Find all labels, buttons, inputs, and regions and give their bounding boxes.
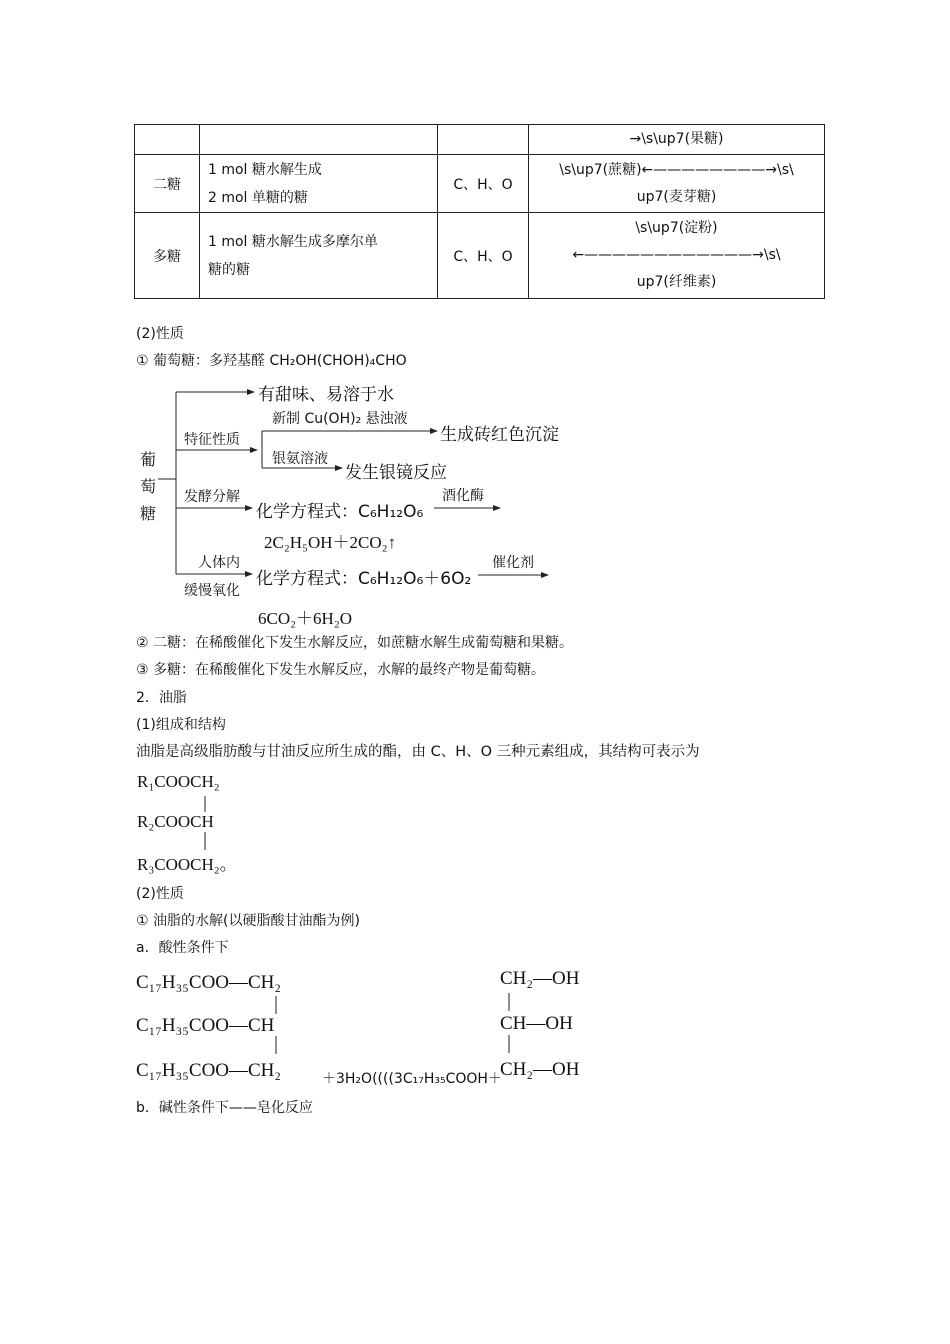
table-cell (529, 155, 825, 213)
table-cell: C、H、O (438, 213, 529, 299)
table-cell (529, 213, 825, 299)
diagram-oxidation-catalyst: 催化剂 (492, 555, 534, 571)
table-cell: C、H、O (438, 155, 529, 213)
ester-row-2: C₁₇H₃₅COO—CH (136, 1015, 275, 1036)
cell-text: →\s\up7(果糖) (629, 131, 724, 147)
struct-row-2: R₂COOCH (137, 812, 214, 831)
table-row (135, 155, 825, 213)
diagram-branch-ferment: 发酵分解 (184, 489, 240, 505)
diagram-ferment-equation: 化学方程式：C₆H₁₂O₆ (256, 502, 424, 522)
sugar-table (134, 124, 825, 299)
diagram-reagent-cuoh: 新制 Cu(OH)₂ 悬浊液 (272, 411, 408, 427)
diagram-branch-oxidation: 缓慢氧化 (184, 583, 240, 599)
cell-text: ←————————————→\s\ (572, 247, 781, 263)
properties-heading: (2)性质 (136, 886, 184, 902)
base-heading: b．碱性条件下——皂化反应 (136, 1100, 313, 1116)
diagram-branch-taste: 有甜味、易溶于水 (258, 385, 394, 405)
composition-heading: (1)组成和结构 (136, 717, 226, 733)
diagram-oxidation-products: 6CO₂＋6H₂O (258, 609, 353, 628)
table-cell: 二糖 (135, 155, 200, 213)
table-cell (135, 125, 200, 155)
cell-text: \s\up7(蔗糖)←————————→\s\ (559, 161, 794, 178)
table-cell (200, 125, 438, 155)
section-title-oils: 2．油脂 (136, 690, 187, 706)
reaction-middle: ＋3H₂O((((3C₁₇H₃₅COOH＋ (322, 1071, 502, 1087)
acid-heading: a．酸性条件下 (136, 940, 229, 956)
glucose-line: ① 葡萄糖：多羟基醛 CH₂OH(CHOH)₄CHO (136, 353, 407, 369)
section-heading: (2)性质 (136, 326, 184, 342)
table-cell (200, 155, 438, 213)
glycerol-row-1: CH₂—OH (500, 968, 580, 989)
table-cell (438, 125, 529, 155)
diagram-result-mirror: 发生银镜反应 (345, 463, 447, 483)
table-cell (529, 125, 825, 155)
glucose-diagram (130, 378, 590, 633)
glycerol-row-2: CH—OH (500, 1013, 573, 1034)
diagram-ferment-catalyst: 酒化酶 (442, 488, 484, 504)
cell-text: 1 mol 糖水解生成 (208, 161, 322, 178)
diagram-branch-feature: 特征性质 (184, 432, 240, 448)
cell-text: \s\up7(淀粉) (635, 220, 718, 236)
table-cell (200, 213, 438, 299)
diagram-branch-body: 人体内 (198, 555, 240, 571)
struct-row-1: R₁COOCH₂ (137, 772, 220, 791)
glycerol-row-3: CH₂—OH (500, 1059, 580, 1080)
cell-text: 2 mol 单糖的糖 (208, 189, 308, 206)
cell-text: 1 mol 糖水解生成多摩尔单 (208, 233, 378, 250)
table-row (135, 125, 825, 155)
diagram-ferment-products: 2C₂H₅OH＋2CO₂↑ (264, 533, 397, 552)
disaccharide-line: ② 二糖：在稀酸催化下发生水解反应，如蔗糖水解生成葡萄糖和果糖。 (136, 635, 573, 651)
struct-row-3: R₃COOCH₂。 (137, 855, 237, 874)
hydrolysis-heading: ① 油脂的水解(以硬脂酸甘油酯为例) (136, 913, 360, 929)
cell-text: 糖的糖 (208, 261, 250, 278)
diagram-root: 葡萄糖 (140, 450, 157, 523)
ester-bonds (275, 994, 279, 1058)
table-cell: 多糖 (135, 213, 200, 299)
composition-text: 油脂是高级脂肪酸与甘油反应所生成的酯，由 C、H、O 三种元素组成，其结构可表示为 (136, 744, 700, 760)
table-row (135, 213, 825, 299)
diagram-oxidation-equation: 化学方程式：C₆H₁₂O₆＋6O₂ (256, 569, 472, 589)
ester-row-1: C₁₇H₃₅COO—CH₂ (136, 972, 282, 993)
diagram-reagent-silver: 银氨溶液 (272, 451, 328, 467)
polysaccharide-line: ③ 多糖：在稀酸催化下发生水解反应，水解的最终产物是葡萄糖。 (136, 662, 545, 678)
cell-text: up7(纤维素) (636, 274, 717, 290)
ester-row-3: C₁₇H₃₅COO—CH₂ (136, 1060, 282, 1081)
diagram-result-precipitate: 生成砖红色沉淀 (440, 425, 559, 445)
cell-text: up7(麦芽糖) (636, 188, 717, 205)
